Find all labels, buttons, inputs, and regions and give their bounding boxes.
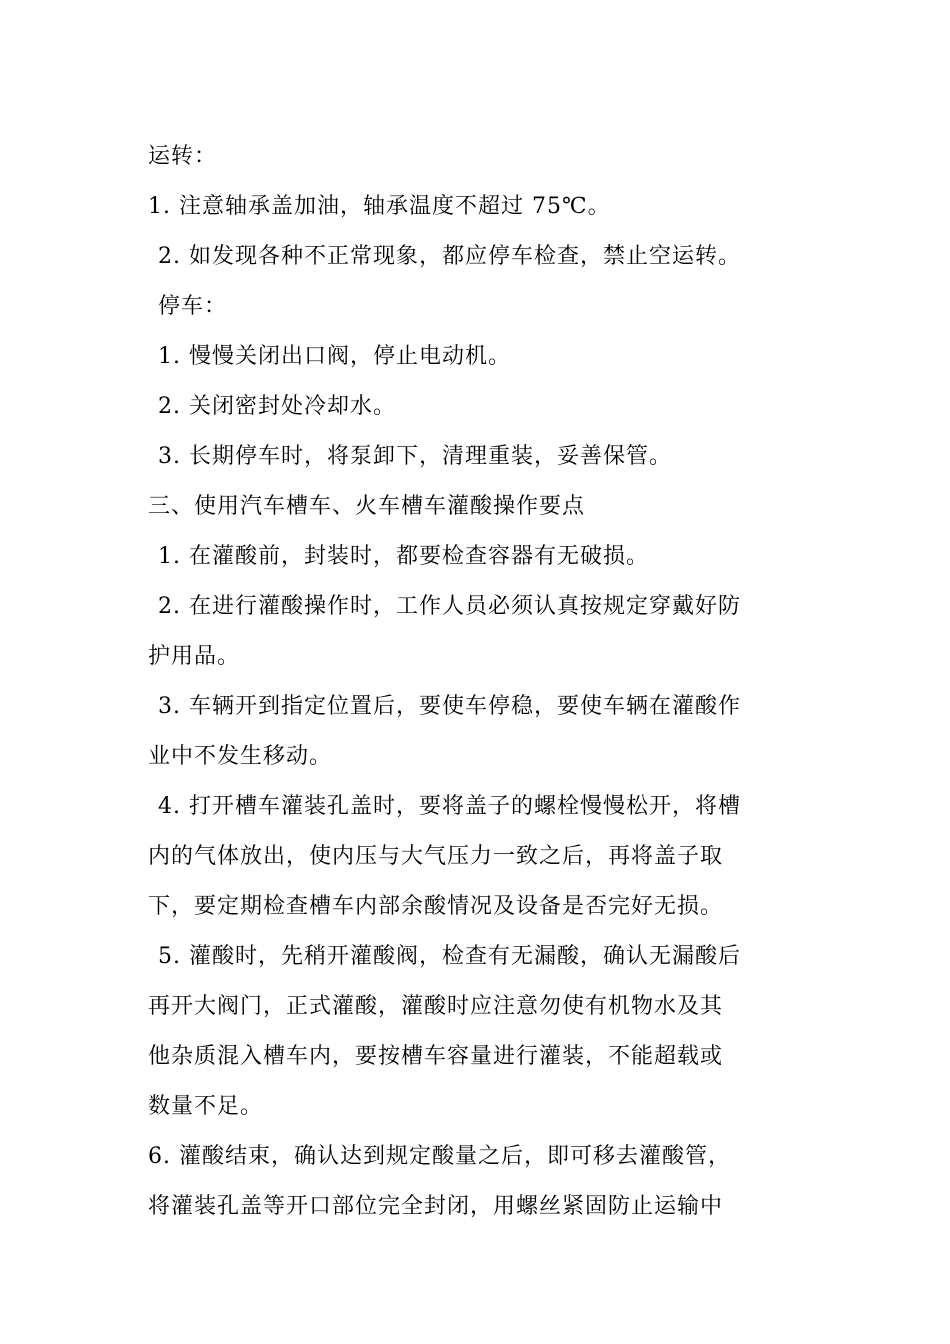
line-acid-3a: 3. 车辆开到指定位置后，要使车停稳，要使车辆在灌酸作 [158, 694, 741, 719]
line-acid-6b: 将灌装孔盖等开口部位完全封闭，用螺丝紧固防止运输中 [148, 1194, 724, 1219]
line-acid-2a: 2. 在进行灌酸操作时，工作人员必须认真按规定穿戴好防 [158, 594, 741, 619]
line-acid-4c: 下，要定期检查槽车内部余酸情况及设备是否完好无损。 [148, 894, 724, 919]
line-acid-5a: 5. 灌酸时，先稍开灌酸阀，检查有无漏酸，确认无漏酸后 [158, 944, 741, 969]
line-acid-1: 1. 在灌酸前，封装时，都要检查容器有无破损。 [158, 544, 649, 569]
line-acid-2b: 护用品。 [148, 644, 241, 669]
line-running-2: 2. 如发现各种不正常现象，都应停车检查，禁止空运转。 [158, 244, 741, 269]
line-acid-3b: 业中不发生移动。 [148, 744, 333, 769]
line-section-running: 运转： [148, 144, 218, 169]
document-body [148, 132, 808, 1232]
line-acid-5d: 数量不足。 [148, 1094, 264, 1119]
line-stop-3: 3. 长期停车时，将泵卸下，清理重装，妥善保管。 [158, 444, 672, 469]
section-heading-3: 三、使用汽车槽车、火车槽车灌酸操作要点 [148, 494, 586, 519]
line-acid-5c: 他杂质混入槽车内，要按槽车容量进行灌装，不能超载或 [148, 1044, 724, 1069]
line-acid-5b: 再开大阀门，正式灌酸，灌酸时应注意勿使有机物水及其 [148, 994, 724, 1019]
line-acid-4a: 4. 打开槽车灌装孔盖时，要将盖子的螺栓慢慢松开，将槽 [158, 794, 741, 819]
line-section-stop: 停车： [158, 294, 228, 319]
line-stop-2: 2. 关闭密封处冷却水。 [158, 394, 396, 419]
line-running-1: 1. 注意轴承盖加油，轴承温度不超过 75℃。 [148, 194, 611, 219]
line-acid-4b: 内的气体放出，使内压与大气压力一致之后，再将盖子取 [148, 844, 724, 869]
line-acid-6a: 6. 灌酸结束，确认达到规定酸量之后，即可移去灌酸管， [148, 1144, 731, 1169]
line-stop-1: 1. 慢慢关闭出口阀，停止电动机。 [158, 344, 511, 369]
